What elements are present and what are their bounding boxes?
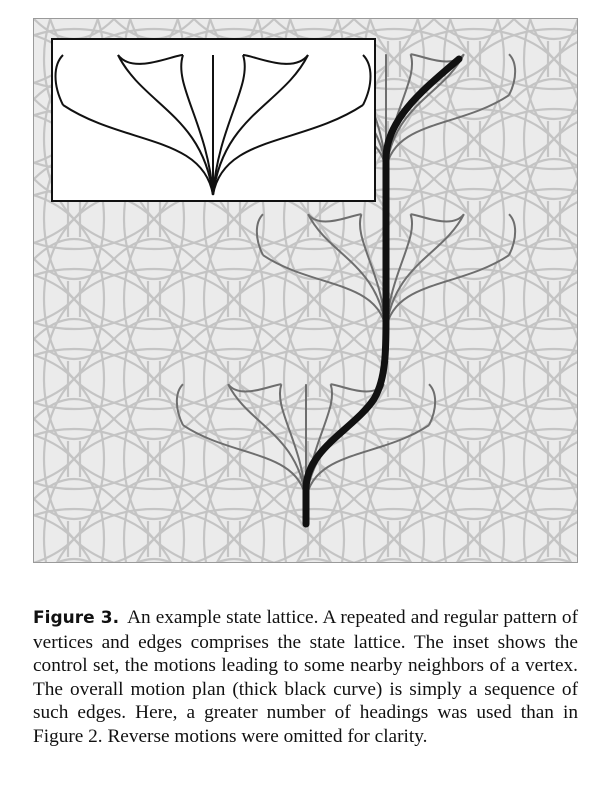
- lattice-edge: [314, 299, 474, 329]
- lattice-edge: [394, 429, 554, 459]
- lattice-edge: [74, 269, 234, 299]
- lattice-edge: [74, 429, 234, 459]
- control-set-edge: [411, 214, 464, 221]
- lattice-edge: [394, 299, 554, 329]
- lattice-edge: [394, 509, 554, 539]
- lattice-edge: [314, 509, 474, 539]
- caption-text: An example state lattice. A repeated and regular pattern of vertices and edges comprises the state lattice. The inset shows the control set, the motions leading to some nearby neighbors of a vertex. The overall motion plan (thick black curve) is simply a sequence of such edges. Here, a greater number of headings was used than in Figure 2. Reverse motions were omitted for clarity.: [33, 607, 578, 747]
- figure-label: Figure 3.: [33, 608, 120, 628]
- lattice-edge: [234, 509, 394, 539]
- lattice-edge: [314, 349, 474, 379]
- lattice-edge: [314, 379, 474, 409]
- lattice-edge: [154, 509, 314, 539]
- lattice-edge: [154, 299, 314, 329]
- control-set-edge: [509, 54, 515, 95]
- control-set-edge: [228, 384, 281, 391]
- lattice-edge: [314, 459, 474, 489]
- inset: [52, 39, 375, 201]
- lattice-edge: [154, 269, 314, 299]
- lattice-edge: [74, 219, 234, 249]
- lattice-edge: [74, 299, 234, 329]
- lattice-edge: [394, 219, 554, 249]
- lattice-edge: [154, 459, 314, 489]
- lattice-edge: [74, 509, 234, 539]
- state-lattice-figure: [33, 18, 578, 563]
- lattice-edge: [394, 139, 554, 169]
- lattice-edge: [394, 29, 554, 59]
- control-set-edge: [509, 214, 515, 255]
- lattice-edge: [394, 109, 554, 139]
- lattice-edge: [234, 299, 394, 329]
- lattice-edge: [154, 349, 314, 379]
- lattice-edge: [394, 59, 554, 89]
- lattice-edge: [74, 379, 234, 409]
- figure-caption: [33, 606, 578, 749]
- lattice-edge: [394, 459, 554, 489]
- lattice-edge: [394, 189, 554, 219]
- lattice-edge: [394, 379, 554, 409]
- lattice-edge: [234, 349, 394, 379]
- lattice-edge: [154, 219, 314, 249]
- lattice-edge: [74, 349, 234, 379]
- lattice-edge: [34, 539, 154, 563]
- lattice-edge: [394, 349, 554, 379]
- lattice-edge: [74, 459, 234, 489]
- lattice-edge: [394, 269, 554, 299]
